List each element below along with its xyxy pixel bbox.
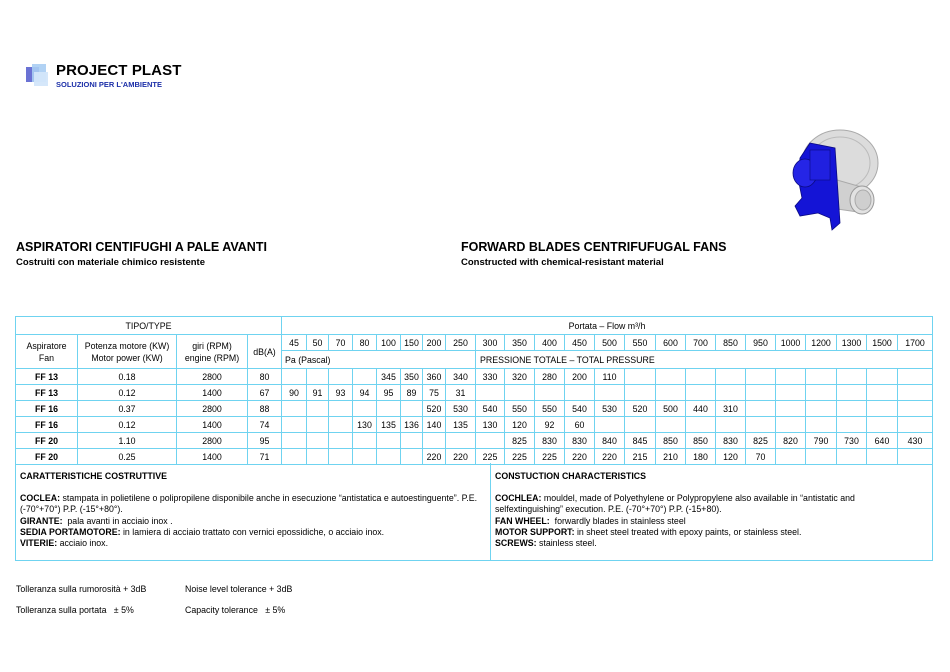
char-en-item [495, 538, 925, 549]
char-en-label: COCHLEA: [495, 493, 542, 504]
pressure-value: 430 [898, 433, 933, 449]
pressure-unit-label: Pa (Pascal) [282, 351, 476, 369]
noise-db: 67 [248, 385, 282, 401]
pressure-value: 110 [595, 369, 625, 385]
pressure-value [282, 401, 307, 417]
fan-header-en: Fan [38, 352, 55, 363]
pressure-value [867, 401, 898, 417]
subtitle-english: Constructed with chemical-resistant material [461, 257, 664, 268]
engine-rpm: 1400 [177, 417, 248, 433]
pressure-value [806, 385, 837, 401]
pressure-value: 550 [535, 401, 565, 417]
pressure-value [776, 385, 806, 401]
pressure-value [377, 401, 401, 417]
motor-power: 0.12 [78, 417, 177, 433]
pressure-value [282, 369, 307, 385]
char-it-text: acciaio inox. [57, 538, 109, 549]
pressure-value: 220 [565, 449, 595, 465]
flow-value-header: 150 [401, 335, 423, 351]
fan-model: FF 20 [16, 449, 78, 465]
fan-performance-table [15, 316, 933, 465]
pressure-value [307, 433, 329, 449]
flow-value-header: 500 [595, 335, 625, 351]
characteristics-section [15, 463, 933, 561]
fan-model: FF 16 [16, 401, 78, 417]
pressure-value [716, 417, 746, 433]
char-en-label: SCREWS: [495, 538, 537, 549]
pressure-value [329, 417, 353, 433]
char-it-label: SEDIA PORTAMOTORE: [20, 526, 121, 537]
char-en-item [495, 516, 925, 527]
title-italian: ASPIRATORI CENTIFUGHI A PALE AVANTI [16, 240, 267, 254]
pressure-value [353, 369, 377, 385]
pressure-value [329, 401, 353, 417]
pressure-value [423, 433, 446, 449]
pressure-value: 180 [686, 449, 716, 465]
pressure-value: 530 [446, 401, 476, 417]
pressure-value: 220 [446, 449, 476, 465]
pressure-value: 340 [446, 369, 476, 385]
pressure-value [625, 385, 656, 401]
motor-power: 0.37 [78, 401, 177, 417]
pressure-value: 92 [535, 417, 565, 433]
pressure-value: 850 [686, 433, 716, 449]
pressure-value: 310 [716, 401, 746, 417]
noise-tolerance-en: Noise level tolerance + 3dB [185, 584, 293, 594]
pressure-value [595, 417, 625, 433]
subtitle-italian: Costruiti con materiale chimico resistente [16, 257, 206, 268]
pressure-value: 200 [565, 369, 595, 385]
pressure-value [867, 417, 898, 433]
characteristics-en-title: CONSTUCTION CHARACTERISTICS [495, 471, 647, 481]
pressure-value: 225 [505, 449, 535, 465]
pressure-value: 540 [565, 401, 595, 417]
pressure-value [898, 401, 933, 417]
pressure-value: 89 [401, 385, 423, 401]
char-en-text: stainless steel. [536, 538, 597, 549]
pressure-value [307, 401, 329, 417]
characteristics-italian [20, 471, 485, 549]
fan-header-it: Aspiratore [26, 340, 67, 351]
table-row [16, 433, 933, 449]
pressure-value: 215 [625, 449, 656, 465]
pressure-value [329, 433, 353, 449]
motor-power: 0.12 [78, 385, 177, 401]
pressure-value [746, 385, 776, 401]
pressure-value [656, 385, 686, 401]
pressure-value: 225 [476, 449, 505, 465]
flow-value-header: 1000 [776, 335, 806, 351]
pressure-value: 520 [625, 401, 656, 417]
engine-rpm: 2800 [177, 433, 248, 449]
pressure-value [806, 401, 837, 417]
pressure-value: 120 [505, 417, 535, 433]
flow-value-header: 200 [423, 335, 446, 351]
flow-value-header: 100 [377, 335, 401, 351]
table-row [16, 417, 933, 433]
pressure-value [656, 417, 686, 433]
flow-value-header: 1300 [837, 335, 867, 351]
type-header: TIPO/TYPE [16, 317, 282, 335]
pressure-value [898, 385, 933, 401]
pressure-value: 345 [377, 369, 401, 385]
pressure-value [625, 369, 656, 385]
noise-db: 74 [248, 417, 282, 433]
flow-value-header: 950 [746, 335, 776, 351]
pressure-value [282, 433, 307, 449]
pressure-value [746, 401, 776, 417]
pressure-value: 845 [625, 433, 656, 449]
engine-rpm: 1400 [177, 385, 248, 401]
flow-value-header: 1500 [867, 335, 898, 351]
pressure-value: 360 [423, 369, 446, 385]
pressure-value [446, 433, 476, 449]
pressure-value: 330 [476, 369, 505, 385]
pressure-value: 120 [716, 449, 746, 465]
char-it-item [20, 516, 485, 527]
flow-value-header: 350 [505, 335, 535, 351]
pressure-value [867, 385, 898, 401]
flow-value-header: 50 [307, 335, 329, 351]
char-en-text: mouldel, made of Polyethylene or Polypropylene also available in “antistatic and selfextinguishing” execution. P.E. (-70°+70°) P.P. (-15+80). [495, 493, 855, 515]
pressure-value: 130 [353, 417, 377, 433]
char-it-label: VITERIE: [20, 538, 58, 549]
pressure-value: 95 [377, 385, 401, 401]
fan-column-header [16, 335, 78, 369]
rpm-column-header [177, 335, 248, 369]
pressure-value: 130 [476, 417, 505, 433]
flow-value-header: 80 [353, 335, 377, 351]
pressure-value: 825 [746, 433, 776, 449]
pressure-value [716, 369, 746, 385]
fan-model: FF 13 [16, 385, 78, 401]
char-it-item [20, 527, 485, 538]
pressure-value: 825 [505, 433, 535, 449]
flow-value-header: 250 [446, 335, 476, 351]
flow-header: Portata – Flow m³/h [282, 317, 933, 335]
pressure-value [353, 401, 377, 417]
pressure-value: 500 [656, 401, 686, 417]
pressure-value: 520 [423, 401, 446, 417]
fan-model: FF 16 [16, 417, 78, 433]
char-it-text: pala avanti in acciaio inox . [62, 515, 173, 526]
pressure-value: 140 [423, 417, 446, 433]
pressure-value [401, 401, 423, 417]
pressure-value [898, 417, 933, 433]
pressure-value: 93 [329, 385, 353, 401]
pressure-value: 70 [746, 449, 776, 465]
flow-value-header: 300 [476, 335, 505, 351]
pressure-value: 840 [595, 433, 625, 449]
company-tagline: SOLUZIONI PER L'AMBIENTE [56, 80, 162, 89]
pressure-value: 136 [401, 417, 423, 433]
pressure-value [776, 369, 806, 385]
engine-rpm: 2800 [177, 369, 248, 385]
pressure-value: 830 [565, 433, 595, 449]
engine-rpm: 2800 [177, 401, 248, 417]
pressure-value: 60 [565, 417, 595, 433]
pressure-value [776, 401, 806, 417]
char-en-text: forwardly blades in stainless steel [549, 515, 686, 526]
rpm-header-en: engine (RPM) [184, 352, 240, 363]
noise-db: 71 [248, 449, 282, 465]
pressure-value [329, 369, 353, 385]
column-divider [490, 463, 491, 560]
char-it-item [20, 493, 485, 515]
pressure-value [837, 401, 867, 417]
flow-value-header: 70 [329, 335, 353, 351]
noise-db: 80 [248, 369, 282, 385]
pressure-value [401, 433, 423, 449]
flow-value-header: 1700 [898, 335, 933, 351]
flow-value-header: 450 [565, 335, 595, 351]
pressure-value [716, 385, 746, 401]
pressure-value: 830 [716, 433, 746, 449]
pressure-value [505, 385, 535, 401]
pressure-value: 220 [595, 449, 625, 465]
engine-rpm: 1400 [177, 449, 248, 465]
pressure-value: 75 [423, 385, 446, 401]
company-name: PROJECT PLAST [56, 62, 182, 79]
power-header-en: Motor power (KW) [91, 352, 163, 363]
pressure-value [746, 417, 776, 433]
pressure-value [565, 385, 595, 401]
char-it-text: in lamiera di acciaio trattato con vernici epossidiche, o acciaio inox. [120, 526, 385, 537]
char-en-label: MOTOR SUPPORT: [495, 526, 575, 537]
pressure-value: 320 [505, 369, 535, 385]
pressure-value: 440 [686, 401, 716, 417]
pressure-value: 31 [446, 385, 476, 401]
title-english: FORWARD BLADES CENTRIFUFUGAL FANS [461, 240, 727, 254]
pressure-value [282, 417, 307, 433]
noise-db: 95 [248, 433, 282, 449]
pressure-value [806, 417, 837, 433]
pressure-value [776, 417, 806, 433]
char-en-text: in sheet steel treated with epoxy paints, or stainless steel. [574, 526, 802, 537]
pressure-value [837, 369, 867, 385]
characteristics-english [495, 471, 925, 549]
capacity-tolerance-it: Tolleranza sulla portata ± 5% [16, 605, 134, 615]
pressure-value: 550 [505, 401, 535, 417]
pressure-value [307, 369, 329, 385]
pressure-value [837, 417, 867, 433]
pressure-value: 135 [377, 417, 401, 433]
pressure-header: PRESSIONE TOTALE – TOTAL PRESSURE [476, 351, 933, 369]
pressure-value: 280 [535, 369, 565, 385]
noise-tolerance-it: Tolleranza sulla rumorosità + 3dB [16, 584, 147, 594]
pressure-value [353, 433, 377, 449]
flow-value-header: 550 [625, 335, 656, 351]
pressure-value: 540 [476, 401, 505, 417]
centrifugal-fan-image [770, 118, 890, 238]
pressure-value: 830 [535, 433, 565, 449]
char-en-item [495, 493, 925, 515]
flow-value-header: 600 [656, 335, 686, 351]
flow-value-header: 700 [686, 335, 716, 351]
pressure-value: 530 [595, 401, 625, 417]
pressure-value: 91 [307, 385, 329, 401]
pressure-value [476, 433, 505, 449]
pressure-value: 790 [806, 433, 837, 449]
pressure-value: 135 [446, 417, 476, 433]
flow-value-header: 45 [282, 335, 307, 351]
char-it-item [20, 538, 485, 549]
power-header-it: Potenza motore (KW) [84, 340, 170, 351]
pressure-value [535, 385, 565, 401]
pressure-value [625, 417, 656, 433]
pressure-value: 640 [867, 433, 898, 449]
table-row [16, 401, 933, 417]
pressure-value: 350 [401, 369, 423, 385]
characteristics-it-title: CARATTERISTICHE COSTRUTTIVE [20, 471, 167, 481]
pressure-value [476, 385, 505, 401]
db-column-header: dB(A) [248, 335, 282, 369]
company-logo-icon [25, 62, 51, 88]
char-en-label: FAN WHEEL: [495, 515, 550, 526]
pressure-value: 210 [656, 449, 686, 465]
fan-model: FF 13 [16, 369, 78, 385]
flow-value-header: 1200 [806, 335, 837, 351]
power-column-header [78, 335, 177, 369]
rpm-header-it: giri (RPM) [192, 340, 232, 351]
flow-value-header: 400 [535, 335, 565, 351]
pressure-value: 820 [776, 433, 806, 449]
pressure-value [377, 433, 401, 449]
flow-value-header: 850 [716, 335, 746, 351]
table-row [16, 369, 933, 385]
char-it-text: stampata in polietilene o polipropilene disponibile anche in esecuzione “antistatica e autoestinguente”. P.E. (-70°+70°) P.P. (-15°+80°). [20, 493, 478, 515]
table-row [16, 385, 933, 401]
motor-power: 1.10 [78, 433, 177, 449]
pressure-value [837, 385, 867, 401]
char-it-label: COCLEA: [20, 493, 61, 504]
pressure-value [898, 369, 933, 385]
pressure-value [806, 369, 837, 385]
char-it-label: GIRANTE: [20, 515, 63, 526]
pressure-value: 90 [282, 385, 307, 401]
pressure-value: 730 [837, 433, 867, 449]
pressure-value [686, 369, 716, 385]
pressure-value [867, 369, 898, 385]
pressure-value: 220 [423, 449, 446, 465]
pressure-value: 850 [656, 433, 686, 449]
noise-db: 88 [248, 401, 282, 417]
pressure-value [686, 385, 716, 401]
pressure-value [686, 417, 716, 433]
pressure-value [595, 385, 625, 401]
pressure-value [746, 369, 776, 385]
fan-model: FF 20 [16, 433, 78, 449]
pressure-value: 94 [353, 385, 377, 401]
motor-power: 0.25 [78, 449, 177, 465]
capacity-tolerance-en: Capacity tolerance ± 5% [185, 605, 286, 615]
pressure-value [307, 417, 329, 433]
pressure-value [656, 369, 686, 385]
char-en-item [495, 527, 925, 538]
motor-power: 0.18 [78, 369, 177, 385]
pressure-value: 225 [535, 449, 565, 465]
